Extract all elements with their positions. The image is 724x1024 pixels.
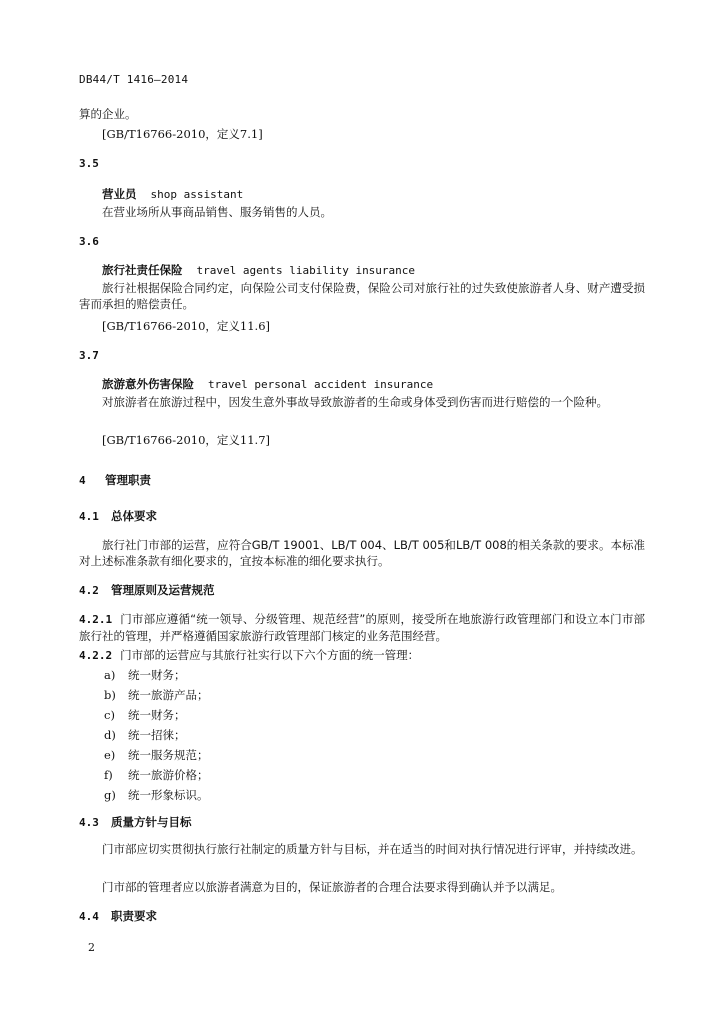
clause-number: 3.7 xyxy=(79,349,99,362)
section-title: 管理原则及运营规范 xyxy=(111,583,215,597)
term-heading xyxy=(102,376,433,392)
section-number: 4.3 xyxy=(79,816,99,829)
clause-text: 门市部应遵循“统一领导、分级管理、规范经营”的原则，接受所在地旅游行政管理部门和设立本门市部旅行社的管理，并严格遵循国家旅游行政管理部门核定的业务范围经营。 xyxy=(79,612,645,643)
term-en: travel agents liability insurance xyxy=(196,264,416,277)
term-heading xyxy=(102,186,243,202)
clause-number: 4.2.2 xyxy=(79,649,113,662)
list-item: b) 统一旅游产品； xyxy=(104,688,209,702)
list-item: d) 统一招徕； xyxy=(104,728,186,742)
reference: [GB/T16766-2010，定义11.7] xyxy=(102,433,270,447)
section-number: 4.4 xyxy=(79,910,99,923)
section-number: 4.1 xyxy=(79,510,99,523)
list-item: g) 统一形象标识。 xyxy=(104,788,209,802)
list-item: f) 统一旅游价格； xyxy=(104,768,209,782)
definition: 在营业场所从事商品销售、服务销售的人员。 xyxy=(102,205,332,219)
term-cn: 营业员 xyxy=(102,187,137,201)
page-number: 2 xyxy=(88,941,95,954)
section-title: 职责要求 xyxy=(111,909,157,923)
term-cn: 旅行社责任保险 xyxy=(102,263,183,277)
section-title: 管理职责 xyxy=(105,473,151,487)
term-en: shop assistant xyxy=(150,188,244,201)
document-code: DB44/T 1416—2014 xyxy=(79,73,189,86)
term-cn: 旅游意外伤害保险 xyxy=(102,377,194,391)
subsection-heading xyxy=(79,908,157,924)
reference: [GB/T16766-2010，定义7.1] xyxy=(102,127,263,141)
continued-text: 算的企业。 xyxy=(79,107,137,121)
term-en: travel personal accident insurance xyxy=(208,378,434,391)
reference: [GB/T16766-2010，定义11.6] xyxy=(102,319,270,333)
definition: 旅行社根据保险合同约定，向保险公司支付保险费，保险公司对旅行社的过失致使旅游者人身、财产遭受损害而承担的赔偿责任。 xyxy=(79,281,645,311)
clause-number: 3.6 xyxy=(79,235,99,248)
list-item: c) 统一财务； xyxy=(104,708,186,722)
paragraph: 旅行社门市部的运营，应符合GB/T 19001、LB/T 004、LB/T 005和LB/T 008的相关条款的要求。本标准对上述标准条款有细化要求的，宜按本标准的细化要求执行。 xyxy=(79,538,645,568)
clause xyxy=(79,647,419,664)
paragraph: 门市部应切实贯彻执行旅行社制定的质量方针与目标，并在适当的时间对执行情况进行评审，并持续改进。 xyxy=(102,842,643,856)
clause xyxy=(79,611,645,644)
paragraph: 门市部的管理者应以旅游者满意为目的，保证旅游者的合理合法要求得到确认并予以满足。 xyxy=(102,880,562,894)
subsection-heading xyxy=(79,814,192,830)
term-heading xyxy=(102,262,415,278)
clause-number: 3.5 xyxy=(79,157,99,170)
subsection-heading xyxy=(79,582,215,598)
clause-text: 门市部的运营应与其旅行社实行以下六个方面的统一管理： xyxy=(120,648,420,662)
definition: 对旅游者在旅游过程中，因发生意外事故导致旅游者的生命或身体受到伤害而进行赔偿的一个险种。 xyxy=(102,395,608,409)
subsection-heading xyxy=(79,508,157,524)
section-title: 总体要求 xyxy=(111,509,157,523)
clause-number: 4.2.1 xyxy=(79,613,113,626)
section-heading xyxy=(79,472,151,488)
list-item: a) 统一财务； xyxy=(104,668,186,682)
section-number: 4.2 xyxy=(79,584,99,597)
section-title: 质量方针与目标 xyxy=(111,815,192,829)
section-number: 4 xyxy=(79,474,86,487)
list-item: e) 统一服务规范； xyxy=(104,748,209,762)
